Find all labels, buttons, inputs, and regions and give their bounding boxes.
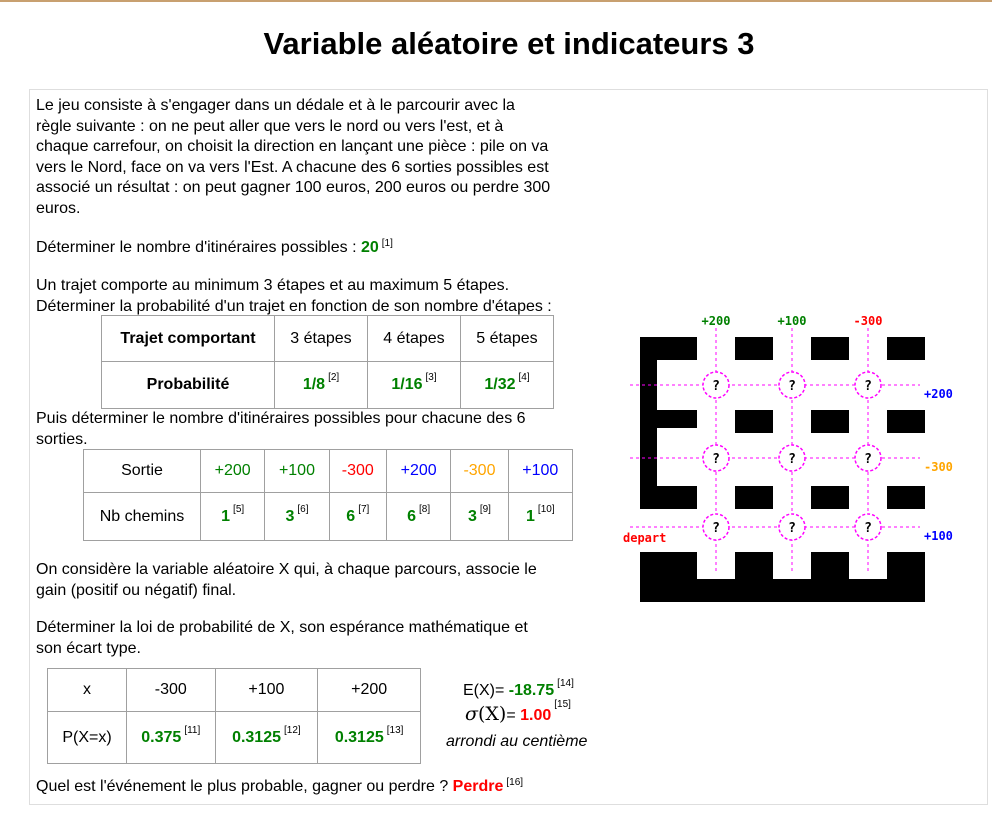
maze-wall-block xyxy=(735,486,773,509)
question-line: Déterminer la loi de probabilité de X, son espérance mathématique et xyxy=(36,619,528,636)
footnote-ref[interactable]: [9] xyxy=(479,503,491,515)
answer-most-probable: Perdre xyxy=(452,778,504,795)
table-cell xyxy=(215,712,318,764)
answer-routes: 20 xyxy=(360,239,379,256)
table-col-header: +100 xyxy=(508,450,572,493)
exit-label-top: +200 xyxy=(701,314,731,328)
table-row-label: Probabilité xyxy=(102,362,275,409)
question-random-variable xyxy=(36,560,537,601)
standard-deviation xyxy=(465,699,571,725)
stddev-equals: = xyxy=(506,707,521,724)
maze-wall xyxy=(640,486,697,509)
exit-label-right: -300 xyxy=(924,460,953,474)
maze-wall-block xyxy=(887,337,925,360)
maze-wall-block xyxy=(735,337,773,360)
footnote-ref[interactable]: [14] xyxy=(557,678,574,689)
table-header: Sortie xyxy=(84,450,201,493)
maze-wall-block xyxy=(811,410,849,433)
intro-line: Le jeu consiste à s'engager dans un dédale et à le parcourir avec la xyxy=(36,97,515,114)
question-line: Un trajet comporte au minimum 3 étapes et au maximum 5 étapes. xyxy=(36,277,510,294)
answer-value: 6 xyxy=(346,507,356,525)
footnote-ref[interactable]: [2] xyxy=(328,372,340,383)
stddev-value: 1.00 xyxy=(520,707,552,724)
table-cell xyxy=(318,712,421,764)
table-col-header: -300 xyxy=(451,450,508,493)
expectation xyxy=(463,678,574,700)
answer-value: 3 xyxy=(285,507,295,525)
maze-wall xyxy=(640,410,697,428)
table-cell xyxy=(329,493,386,541)
maze-diagram xyxy=(620,310,980,610)
footnote-ref[interactable]: [15] xyxy=(554,699,571,710)
expectation-value: -18.75 xyxy=(508,682,555,699)
maze-wall-block xyxy=(811,337,849,360)
footnote-ref[interactable]: [3] xyxy=(425,372,437,383)
answer-value: 1/16 xyxy=(391,376,423,393)
answer-value: 3 xyxy=(467,507,477,525)
question-line: Puis déterminer le nombre d'itinéraires possibles pour chacune des 6 xyxy=(36,410,526,427)
maze-node-label: ? xyxy=(864,452,872,467)
table-col-header: +100 xyxy=(215,669,318,712)
table-cell xyxy=(451,493,508,541)
question-line: sorties. xyxy=(36,430,88,448)
question-text: Déterminer le nombre d'itinéraires possibles : xyxy=(36,239,361,256)
maze-node-label: ? xyxy=(788,452,796,467)
table-col-header: +200 xyxy=(201,450,265,493)
intro-line: associé un résultat : on peut gagner 100 euros, 200 euros ou perdre 300 xyxy=(36,179,551,196)
intro-paragraph xyxy=(36,96,626,219)
footnote-ref[interactable]: [11] xyxy=(184,724,201,736)
footnote-ref[interactable]: [1] xyxy=(381,238,393,249)
table-row-label: Nb chemins xyxy=(84,493,201,541)
sigma-symbol: σ xyxy=(465,703,478,725)
maze-node-label: ? xyxy=(712,379,720,394)
maze-wall-block xyxy=(735,410,773,433)
table-cell xyxy=(201,493,265,541)
question-line: gain (positif ou négatif) final. xyxy=(36,581,237,599)
table-col-header: +200 xyxy=(386,450,450,493)
maze-wall-block xyxy=(811,486,849,509)
intro-line: règle suivante : on ne peut aller que vers le nord ou vers l'est, et à xyxy=(36,117,504,135)
table-col-header: 3 étapes xyxy=(275,316,368,362)
answer-value: 1 xyxy=(221,507,231,525)
table-col-header: -300 xyxy=(329,450,386,493)
table-col-header: 4 étapes xyxy=(368,316,461,362)
intro-line: euros. xyxy=(36,199,81,217)
maze-wall-block xyxy=(887,410,925,433)
footnote-ref[interactable]: [8] xyxy=(419,503,431,515)
question-distribution xyxy=(36,618,528,659)
table-cell xyxy=(461,362,554,409)
table-col-header: -300 xyxy=(127,669,216,712)
table-cell xyxy=(265,493,329,541)
question-line: Déterminer la probabilité d'un trajet en fonction de son nombre d'étapes : xyxy=(36,297,552,315)
footnote-ref[interactable]: [7] xyxy=(358,503,370,515)
table-cell xyxy=(275,362,368,409)
table-cell xyxy=(127,712,216,764)
question-probability xyxy=(36,276,552,317)
maze-node-label: ? xyxy=(788,521,796,536)
rounding-note: arrondi au centième xyxy=(446,733,588,750)
exit-label-top: -300 xyxy=(853,314,883,328)
probability-table xyxy=(101,315,554,409)
table-cell xyxy=(508,493,572,541)
table-row-label: P(X=x) xyxy=(48,712,127,764)
table-cell xyxy=(386,493,450,541)
maze-node-label: ? xyxy=(712,521,720,536)
intro-line: chaque carrefour, on choisit la direction en lançant une pièce : pile on va xyxy=(36,138,549,155)
maze-node-label: ? xyxy=(788,379,796,394)
exits-table xyxy=(83,449,573,541)
sigma-argument: (X) xyxy=(477,703,507,725)
answer-value: 1/8 xyxy=(302,376,326,393)
table-cell xyxy=(368,362,461,409)
question-exits xyxy=(36,409,526,450)
intro-line: vers le Nord, face on va vers l'Est. A chacune des 6 sorties possibles est xyxy=(36,158,549,176)
footnote-ref[interactable]: [16] xyxy=(506,777,524,788)
answer-value: 0.3125 xyxy=(232,728,281,746)
answer-value: 1/32 xyxy=(484,376,516,393)
answer-value: 0.375 xyxy=(141,728,182,746)
table-header: Trajet comportant xyxy=(102,316,275,362)
table-col-header: +200 xyxy=(318,669,421,712)
maze-node-label: ? xyxy=(864,379,872,394)
footnote-ref[interactable]: [4] xyxy=(518,372,530,383)
question-line: son écart type. xyxy=(36,639,141,657)
start-label: depart xyxy=(623,531,667,545)
footnote-ref[interactable]: [5] xyxy=(233,503,245,515)
question-text: Quel est l'événement le plus probable, gagner ou perdre ? xyxy=(36,778,453,795)
maze-node-label: ? xyxy=(864,521,872,536)
table-col-header: +100 xyxy=(265,450,329,493)
exit-label-top: +100 xyxy=(777,314,807,328)
exit-label-right: +100 xyxy=(924,529,953,543)
distribution-table xyxy=(47,668,421,764)
maze-wall-block xyxy=(887,486,925,509)
footnote-ref[interactable]: [12] xyxy=(284,724,301,736)
exit-label-right: +200 xyxy=(924,387,953,401)
answer-value: 0.3125 xyxy=(334,728,384,746)
table-header: x xyxy=(48,669,127,712)
table-col-header: 5 étapes xyxy=(461,316,554,362)
page-title: Variable aléatoire et indicateurs 3 xyxy=(263,26,755,61)
question-line: On considère la variable aléatoire X qui, à chaque parcours, associe le xyxy=(36,561,537,578)
footnote-ref[interactable]: [10] xyxy=(537,503,555,515)
answer-value: 1 xyxy=(526,507,535,525)
footnote-ref[interactable]: [13] xyxy=(386,724,404,736)
answer-value: 6 xyxy=(407,507,417,525)
question-routes xyxy=(36,238,393,259)
top-border xyxy=(0,0,992,2)
question-most-probable xyxy=(36,777,523,798)
maze-node-label: ? xyxy=(712,452,720,467)
expectation-label: E(X)= xyxy=(463,682,509,699)
footnote-ref[interactable]: [6] xyxy=(297,503,309,515)
